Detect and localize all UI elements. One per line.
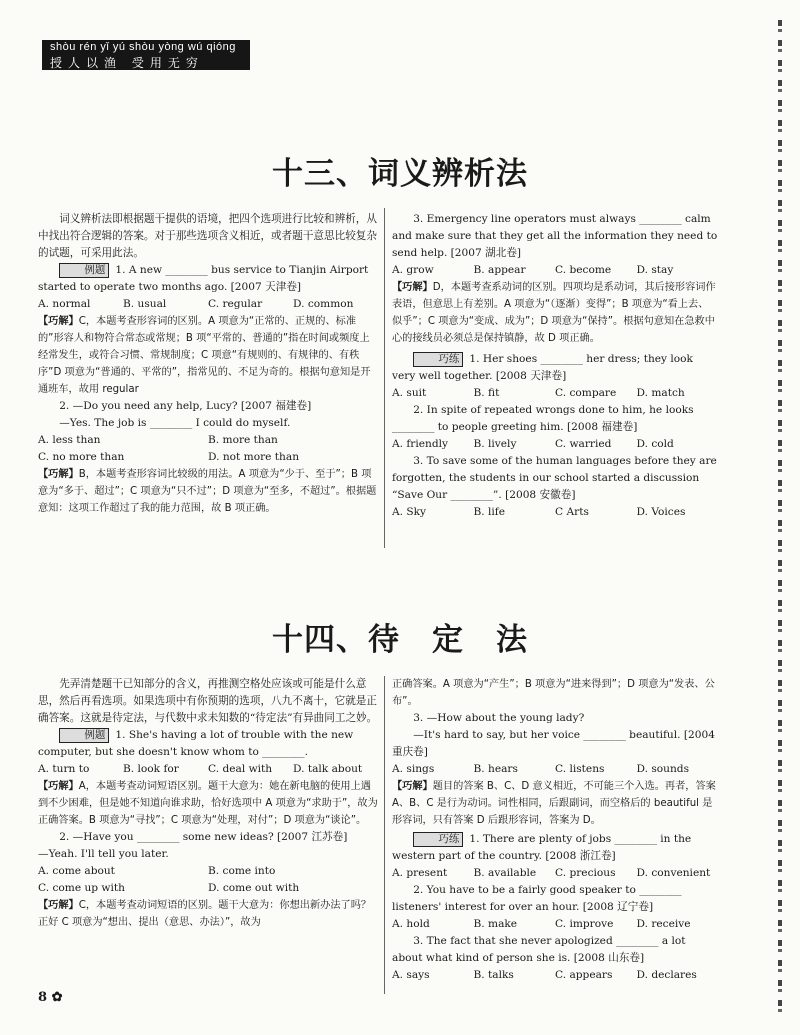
section2-left-column [38, 676, 378, 931]
options-row: A. friendly B. lively C. warried D. cold [392, 438, 674, 450]
question: 3. —How about the young lady? [413, 712, 585, 724]
explanation: 【巧解】D，本题考查系动词的区别。四项均是系动词，其后接形容词作表语，但意思上有差别。A 项意为“（逐渐）变得”；B 项意为“看上去、似乎”；C 项意为“变成、成为”；D 项意为“保持”。根据句意知在急救中心的接线员必须总是保持镇静，故 D 项正确。 [392, 282, 716, 344]
practice-question: 3. To save some of the human languages before they are forgotten, the students in our school started a discussion “Save Our ________”. [2008 安徽卷] [392, 455, 717, 501]
explanation: 【巧解】题目的答案 B、C、D 意义相近，不可能三个入选。再者，答案 A、B、C 是行为动词。词性相同，后跟副词，而空格后的 beautiful 是形容词，只有答案 D 后跟形容词，答案为 D。 [392, 781, 716, 826]
options-row: A. normal B. usual C. regular D. common [38, 298, 354, 310]
practice-question: 2. In spite of repeated wrongs done to him, he looks ________ to people greeting him. [2008 福建卷] [392, 404, 694, 433]
section1-left-column [38, 211, 378, 517]
column-divider [384, 208, 385, 548]
section-title-1: 十三、词义辨析法 [272, 156, 528, 192]
options-row: A. hold B. make C. improve D. receive [392, 918, 691, 930]
example-tag: 例题 [59, 263, 109, 278]
explanation: 【巧解】A，本题考查动词短语区别。题干大意为：她在新电脑的使用上遇到不少困难，但是她不知道向谁求助，恰好选项中 A 项意为“求助于”，故为正确答案。B 项意为“寻找”；C 项意为“处理，对付”；D 项意为“谈论”。 [38, 781, 378, 826]
options-row: A. grow B. appear C. become D. stay [392, 264, 674, 276]
options-row: A. present B. available C. precious D. convenient [392, 867, 711, 879]
question: 2. —Have you ________ some new ideas? [2007 江苏卷] [59, 831, 348, 843]
page-number: 8 ✿ [38, 990, 63, 1005]
question-reply: —Yeah. I'll tell you later. [38, 848, 169, 860]
options-row: A. sings B. hears C. listens D. sounds [392, 763, 690, 775]
practice-tag: 巧练 [413, 352, 463, 367]
question: 例题 1. She's having a lot of trouble with the new computer, but she doesn't know whom to ________. [38, 729, 354, 758]
explanation: 【巧解】C，本题考查形容词的区别。A 项意为“正常的、正规的、标准的”形容人和物符合常态或常规；B 项“平常的、普通的”指在时间或频度上经常发生，或符合习惯、常规制度；C 项意“有规则的、有规律的、有秩序”D 项意为“普通的、平常的”，指常见的、不足为奇的。根据句意知是开通班车，故用 regular [38, 316, 371, 395]
practice-question: 2. You have to be a fairly good speaker to ________ listeners' interest for over an hour. [2008 辽宁卷] [392, 884, 682, 913]
header-pinyin: shòu rén yǐ yú shòu yòng wú qióng [50, 41, 236, 53]
page-ornament-icon: ✿ [51, 990, 63, 1005]
question-reply: —Yes. The job is ________ I could do myself. [59, 417, 291, 429]
section1-right-column [392, 211, 718, 521]
options-row: A. says B. talks C. appears D. declares [392, 969, 697, 981]
options-row: A. suit B. fit C. compare D. match [392, 387, 685, 399]
header-chinese: 授人以渔 受用无穷 [50, 56, 204, 70]
practice-tag: 巧练 [413, 832, 463, 847]
example-tag: 例题 [59, 728, 109, 743]
options-row: A. turn to B. look for C. deal with D. talk about [38, 763, 363, 775]
practice-question: 巧练 1. There are plenty of jobs ________ in the western part of the country. [2008 浙江卷] [392, 833, 692, 862]
options-grid: A. come about B. come into C. come up with D. come out with [38, 865, 300, 894]
header-banner [42, 40, 250, 70]
explanation-continued: 正确答案。A 项意为“产生”；B 项意为“进来得到”；D 项意为“发表、公布”。 [392, 679, 715, 707]
options-grid: A. less than B. more than C. no more than D. not more than [38, 434, 300, 463]
explanation: 【巧解】B，本题考查形容词比较级的用法。A 项意为“少于、至于”；B 项意为“多于、超过”；C 项意为“只不过”；D 项意为“至多，不超过”。根据题意知：这项工作超过了我的能力范围，故 B 项正确。 [38, 469, 377, 514]
section-title-2: 十四、待 定 法 [272, 622, 528, 658]
question: 例题 1. A new ________ bus service to Tianjin Airport started to operate two months ago. [2007 天津卷] [38, 264, 369, 293]
practice-question: 3. The fact that she never apologized ________ a lot about what kind of person she is. [2008 山东卷] [392, 935, 686, 964]
question-reply: —It's hard to say, but her voice ________ beautiful. [2004 重庆卷] [392, 729, 715, 758]
section1-intro: 词义辨析法即根据题干提供的语境，把四个选项进行比较和辨析，从中找出符合逻辑的答案。对于那些选项含义相近，或者题干意思比较复杂的试题，可采用此法。 [38, 213, 377, 259]
question: 2. —Do you need any help, Lucy? [2007 福建卷] [59, 400, 312, 412]
question: 3. Emergency line operators must always ________ calm and make sure that they get all the information they need to send help. [2007 湖北卷] [392, 213, 718, 259]
practice-question: 巧练 1. Her shoes ________ her dress; they look very well together. [2008 天津卷] [392, 353, 693, 382]
explanation: 【巧解】C，本题考查动词短语的区别。题干大意为：你想出新办法了吗？正好 C 项意为“想出、提出（意思、办法）”，故为 [38, 900, 372, 928]
section2-intro: 先弄清楚题干已知部分的含义，再推测空格处应该或可能是什么意思，然后再看选项。如果选项中有你预期的选项，八九不离十，它就是正确答案。这就是待定法，与代数中求未知数的“待定法”有异曲同工之妙。 [38, 678, 378, 724]
options-row: A. Sky B. life C Arts D. Voices [392, 506, 686, 518]
section2-right-column [392, 676, 718, 984]
column-divider [384, 676, 385, 994]
